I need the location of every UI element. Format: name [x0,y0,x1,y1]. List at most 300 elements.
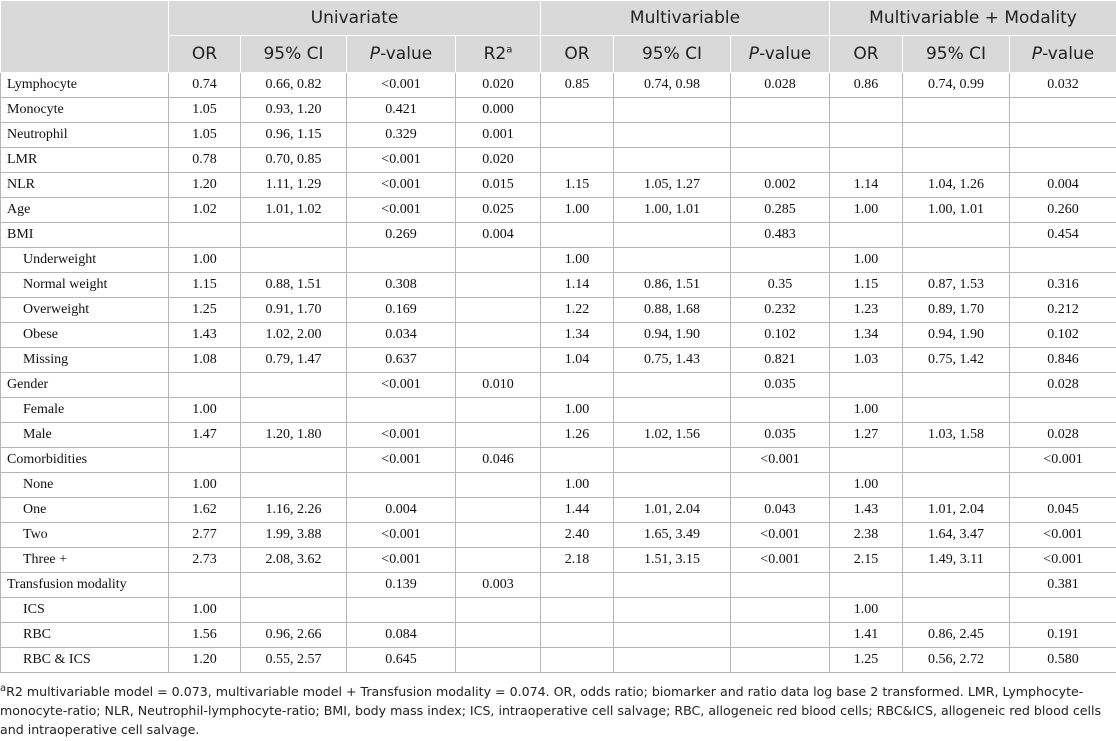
table-cell [347,398,456,423]
table-cell: 0.75, 1.43 [614,348,731,373]
table-cell: 1.00 [541,198,614,223]
table-cell [1010,248,1116,273]
table-cell [614,623,731,648]
table-cell [830,98,903,123]
table-cell: 1.00 [830,248,903,273]
table-cell: 0.004 [456,223,541,248]
row-label: Male [1,423,169,448]
table-cell [541,98,614,123]
table-cell [903,248,1010,273]
table-cell: 0.74, 0.99 [903,73,1010,98]
table-cell [614,373,731,398]
table-cell: 1.20 [169,648,241,673]
table-cell: <0.001 [1010,548,1116,573]
table-cell: 0.74 [169,73,241,98]
table-cell: 0.93, 1.20 [241,98,347,123]
row-label: Three + [1,548,169,573]
table-row [1,173,1116,198]
group-univariate: Univariate [169,1,541,36]
table-cell [731,598,830,623]
table-cell: 0.269 [347,223,456,248]
table-cell [1010,598,1116,623]
table-cell: 1.14 [830,173,903,198]
table-row [1,473,1116,498]
table-cell: 1.00 [830,398,903,423]
row-label: None [1,473,169,498]
table-cell [731,98,830,123]
table-cell [903,373,1010,398]
table-cell: 0.001 [456,123,541,148]
row-label: NLR [1,173,169,198]
table-cell: 0.004 [1010,173,1116,198]
table-cell: 0.91, 1.70 [241,298,347,323]
col-r2: R2$^a$ [456,36,541,73]
table-cell [903,598,1010,623]
table-cell: 0.483 [731,223,830,248]
row-label: Underweight [1,248,169,273]
table-cell: <0.001 [347,548,456,573]
table-cell: 0.35 [731,273,830,298]
table-cell: 1.08 [169,348,241,373]
row-label: Neutrophil [1,123,169,148]
row-label: Missing [1,348,169,373]
table-cell: 0.034 [347,323,456,348]
table-cell: <0.001 [347,423,456,448]
table-cell: 0.004 [347,498,456,523]
table-cell: 2.08, 3.62 [241,548,347,573]
row-label: Lymphocyte [1,73,169,98]
table-cell: 1.43 [169,323,241,348]
table-cell [830,373,903,398]
table-cell [541,623,614,648]
table-cell: 1.16, 2.26 [241,498,347,523]
table-cell [456,298,541,323]
table-cell: 0.89, 1.70 [903,298,1010,323]
table-cell: 0.454 [1010,223,1116,248]
table-cell: <0.001 [347,173,456,198]
table-cell: 1.43 [830,498,903,523]
table-cell: 2.38 [830,523,903,548]
table-cell [731,248,830,273]
col-or: OR [169,36,241,73]
table-cell: 0.75, 1.42 [903,348,1010,373]
table-cell: 0.85 [541,73,614,98]
table-cell: 1.00 [830,198,903,223]
table-cell: 0.88, 1.68 [614,298,731,323]
row-label: Two [1,523,169,548]
table-cell: 1.23 [830,298,903,323]
table-cell [614,448,731,473]
footnote-marker: a [0,682,7,694]
table-cell [614,248,731,273]
table-cell: 1.56 [169,623,241,648]
table-cell: 0.96, 1.15 [241,123,347,148]
table-cell: 1.00 [169,248,241,273]
table-cell: 1.41 [830,623,903,648]
table-row [1,373,1116,398]
row-label: Obese [1,323,169,348]
table-row [1,73,1116,98]
table-cell: 0.232 [731,298,830,323]
table-cell: 1.25 [169,298,241,323]
table-cell: 0.66, 0.82 [241,73,347,98]
table-cell: 0.645 [347,648,456,673]
table-cell [456,523,541,548]
table-cell: 0.70, 0.85 [241,148,347,173]
table-cell [456,648,541,673]
table-row [1,423,1116,448]
table-cell: 1.64, 3.47 [903,523,1010,548]
col-or: OR [830,36,903,73]
table-cell [1010,98,1116,123]
row-label: Gender [1,373,169,398]
table-cell: 0.028 [1010,423,1116,448]
table-cell: 0.56, 2.72 [903,648,1010,673]
table-cell [614,123,731,148]
table-cell [241,398,347,423]
table-row [1,223,1116,248]
table-cell [241,598,347,623]
table-cell: <0.001 [347,373,456,398]
table-cell [903,398,1010,423]
table-cell [614,473,731,498]
table-cell: 1.27 [830,423,903,448]
table-cell: 2.73 [169,548,241,573]
table-cell [731,473,830,498]
table-cell [731,573,830,598]
table-cell: 1.05 [169,123,241,148]
table-cell: 1.04 [541,348,614,373]
table-cell [241,473,347,498]
table-row [1,648,1116,673]
col-pvalue: P-value [347,36,456,73]
table-cell: <0.001 [347,448,456,473]
table-row [1,248,1116,273]
table-cell: 0.421 [347,98,456,123]
table-cell: 1.03, 1.58 [903,423,1010,448]
table-cell [169,223,241,248]
table-cell: 1.02, 1.56 [614,423,731,448]
table-cell: 1.20, 1.80 [241,423,347,448]
table-cell [1010,398,1116,423]
footnote-text: R2 multivariable model = 0.073, multivariable model + Transfusion modality = 0.074. OR, odds ratio; biomarker and ratio data log base 2 transformed. LMR, Lymphocyte-monocyte-ratio; NLR, Neutrophil-lymphocyte-ratio; BMI, body mass index; ICS, intraoperative cell salvage; RBC, allogeneic red blood cells; RBC&ICS, allogeneic red blood cells and intraoperative cell salvage. [0,684,1102,737]
table-cell [903,148,1010,173]
table-cell: 0.846 [1010,348,1116,373]
table-cell [1010,473,1116,498]
row-label: One [1,498,169,523]
table-cell [614,98,731,123]
table-cell [830,573,903,598]
table-cell: 1.00, 1.01 [614,198,731,223]
table-row [1,148,1116,173]
table-cell: 2.77 [169,523,241,548]
table-cell: 0.084 [347,623,456,648]
table-cell: 0.55, 2.57 [241,648,347,673]
row-label: RBC [1,623,169,648]
table-cell [241,448,347,473]
table-cell [169,373,241,398]
header-blank [1,1,169,73]
table-cell: <0.001 [347,198,456,223]
table-cell [347,598,456,623]
table-row [1,523,1116,548]
row-label: Normal weight [1,273,169,298]
table-cell: 0.260 [1010,198,1116,223]
table-cell: 0.169 [347,298,456,323]
table-cell [903,123,1010,148]
table-cell: <0.001 [1010,448,1116,473]
col-or: OR [541,36,614,73]
row-label: Transfusion modality [1,573,169,598]
table-cell [541,573,614,598]
table-cell: 1.05, 1.27 [614,173,731,198]
table-row [1,348,1116,373]
table-cell: 1.00 [169,473,241,498]
table-cell: 0.86, 2.45 [903,623,1010,648]
table-cell: 1.04, 1.26 [903,173,1010,198]
table-cell [169,448,241,473]
table-cell: 0.102 [1010,323,1116,348]
table-cell: <0.001 [347,73,456,98]
table-row [1,98,1116,123]
table-cell: 1.02, 2.00 [241,323,347,348]
table-cell: 0.580 [1010,648,1116,673]
table-row [1,573,1116,598]
footnote [0,682,1116,739]
table-cell [541,123,614,148]
table-cell: 0.79, 1.47 [241,348,347,373]
table-cell: 1.51, 3.15 [614,548,731,573]
table-row [1,598,1116,623]
table-cell: <0.001 [347,523,456,548]
table-cell [731,148,830,173]
table-cell [614,598,731,623]
table-row [1,623,1116,648]
table-body [1,73,1116,673]
table-cell: 0.191 [1010,623,1116,648]
table-row [1,498,1116,523]
table-cell: 0.003 [456,573,541,598]
table-cell: 1.22 [541,298,614,323]
table-cell: 1.00, 1.01 [903,198,1010,223]
table-cell: 1.00 [169,398,241,423]
table-cell [456,423,541,448]
table-cell [903,448,1010,473]
table-cell [456,248,541,273]
table-cell: 0.045 [1010,498,1116,523]
table-cell: 1.15 [169,273,241,298]
table-cell: 1.25 [830,648,903,673]
table-cell: 2.18 [541,548,614,573]
table-cell [456,548,541,573]
table-cell: 0.329 [347,123,456,148]
table-cell: 1.14 [541,273,614,298]
row-label: LMR [1,148,169,173]
table-cell [241,248,347,273]
table-cell [456,398,541,423]
table-cell: 0.032 [1010,73,1116,98]
table-cell: 0.102 [731,323,830,348]
row-label: Comorbidities [1,448,169,473]
table-cell: 0.002 [731,173,830,198]
col-ci: 95% CI [241,36,347,73]
table-cell [456,473,541,498]
table-row [1,298,1116,323]
table-cell [830,448,903,473]
table-cell [903,573,1010,598]
table-cell [903,98,1010,123]
row-label: RBC & ICS [1,648,169,673]
table-cell [541,148,614,173]
table-cell [347,248,456,273]
table-header [1,1,1116,73]
table-cell: 0.035 [731,423,830,448]
table-cell [731,648,830,673]
table-row [1,123,1116,148]
table-cell: 1.01, 2.04 [903,498,1010,523]
row-label: Monocyte [1,98,169,123]
table-cell: 1.02 [169,198,241,223]
table-row [1,198,1116,223]
table-cell [456,498,541,523]
table-cell: 0.020 [456,73,541,98]
row-label: ICS [1,598,169,623]
table-cell: 1.15 [830,273,903,298]
table-cell: <0.001 [347,148,456,173]
table-cell [456,623,541,648]
table-row [1,548,1116,573]
table-cell: 0.308 [347,273,456,298]
table-cell: 1.44 [541,498,614,523]
table-cell [541,223,614,248]
table-cell [541,648,614,673]
table-cell [830,148,903,173]
table-cell: <0.001 [731,548,830,573]
table-cell: 0.028 [731,73,830,98]
table-row [1,398,1116,423]
table-cell: 0.86 [830,73,903,98]
table-cell: <0.001 [1010,523,1116,548]
table-cell: 0.046 [456,448,541,473]
table-cell [903,473,1010,498]
table-cell [1010,148,1116,173]
table-cell [456,273,541,298]
table-cell [241,373,347,398]
table-cell [614,223,731,248]
table-cell: 1.34 [830,323,903,348]
table-cell: 1.99, 3.88 [241,523,347,548]
table-cell [731,123,830,148]
table-cell [456,598,541,623]
table-cell [903,223,1010,248]
table-cell: 0.381 [1010,573,1116,598]
table-cell [169,573,241,598]
table-cell: 1.00 [830,598,903,623]
table-cell: 1.11, 1.29 [241,173,347,198]
table-cell [541,373,614,398]
table-row [1,273,1116,298]
table-cell [1010,123,1116,148]
table-cell: 1.03 [830,348,903,373]
table-cell: 0.285 [731,198,830,223]
table-cell: 1.00 [541,398,614,423]
col-pvalue: P-value [1010,36,1116,73]
table-cell [614,148,731,173]
table-cell: 2.40 [541,523,614,548]
table-cell [614,648,731,673]
table-cell: <0.001 [731,523,830,548]
table-cell: 0.028 [1010,373,1116,398]
table-cell: 0.000 [456,98,541,123]
table-cell [241,573,347,598]
table-cell: 1.00 [541,248,614,273]
table-cell: 0.94, 1.90 [614,323,731,348]
table-cell: 0.212 [1010,298,1116,323]
col-ci: 95% CI [903,36,1010,73]
table-row [1,323,1116,348]
table-row [1,448,1116,473]
table-cell: 1.00 [169,598,241,623]
row-label: BMI [1,223,169,248]
table-cell: 0.043 [731,498,830,523]
table-cell [456,323,541,348]
table-cell: 1.00 [541,473,614,498]
table-cell [456,348,541,373]
table-cell: 0.020 [456,148,541,173]
table-cell [241,223,347,248]
table-cell: 1.01, 2.04 [614,498,731,523]
table-cell [541,448,614,473]
table-cell: 0.139 [347,573,456,598]
group-multivariable: Multivariable [541,1,830,36]
table-cell: 1.15 [541,173,614,198]
table-cell: 1.20 [169,173,241,198]
table-cell: 2.15 [830,548,903,573]
r2-superscript: a [506,44,513,56]
table-cell [347,473,456,498]
table-cell: 1.49, 3.11 [903,548,1010,573]
table-cell: <0.001 [731,448,830,473]
table-cell: 1.65, 3.49 [614,523,731,548]
table-cell: 0.010 [456,373,541,398]
table-cell: 1.01, 1.02 [241,198,347,223]
table-cell: 0.015 [456,173,541,198]
table-cell: 0.78 [169,148,241,173]
table-cell: 0.025 [456,198,541,223]
table-cell: 0.86, 1.51 [614,273,731,298]
table-cell [830,123,903,148]
table-cell: 1.62 [169,498,241,523]
table-cell: 0.94, 1.90 [903,323,1010,348]
table-cell: 1.05 [169,98,241,123]
table-cell: 0.87, 1.53 [903,273,1010,298]
table-cell: 0.316 [1010,273,1116,298]
table-cell: 0.74, 0.98 [614,73,731,98]
table-cell [614,573,731,598]
table-cell: 1.34 [541,323,614,348]
table-cell [830,223,903,248]
col-pvalue: P-value [731,36,830,73]
table-cell: 1.47 [169,423,241,448]
table-cell: 0.96, 2.66 [241,623,347,648]
col-ci: 95% CI [614,36,731,73]
row-label: Age [1,198,169,223]
table-cell: 0.821 [731,348,830,373]
row-label: Female [1,398,169,423]
table-cell: 0.035 [731,373,830,398]
table-cell: 1.00 [830,473,903,498]
table-cell: 0.637 [347,348,456,373]
